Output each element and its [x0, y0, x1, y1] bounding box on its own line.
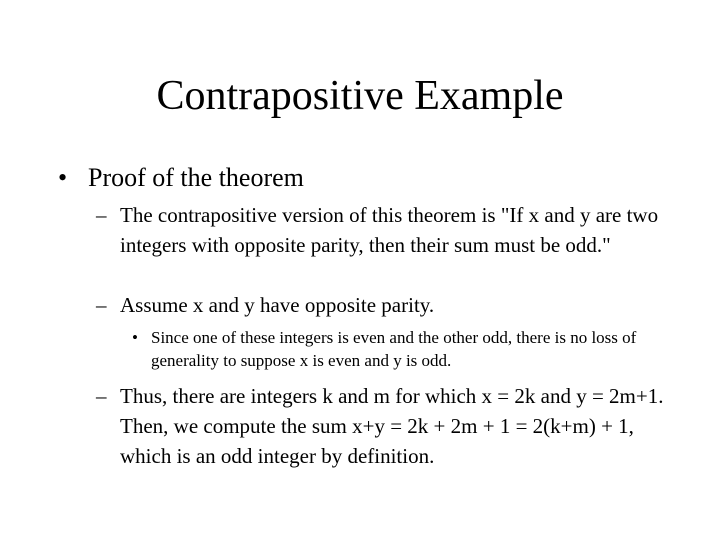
bullet-level2-assume	[96, 290, 666, 320]
bullet-text: Proof of the theorem	[88, 163, 304, 192]
dash-marker: –	[96, 293, 107, 317]
bullet-text: The contrapositive version of this theorem is "If x and y are two integers with opposite parity, then their sum must be odd."	[120, 203, 659, 257]
bullet-marker: •	[132, 328, 138, 347]
dash-marker: –	[96, 203, 107, 227]
bullet-marker: •	[58, 163, 68, 192]
bullet-level2-contrapositive	[96, 200, 666, 260]
bullet-level2-conclusion	[96, 381, 666, 471]
bullet-level3-generality	[132, 326, 652, 372]
bullet-level1	[58, 162, 698, 194]
bullet-text: Since one of these integers is even and the other odd, there is no loss of generality to suppose x is even and y is odd.	[151, 328, 637, 370]
slide-title: Contrapositive Example	[156, 73, 564, 119]
bullet-text: Thus, there are integers k and m for which x = 2k and y = 2m+1. Then, we compute the sum x+y = 2k + 2m + 1 = 2(k+m) + 1, which is an odd integer by definition.	[120, 384, 664, 468]
bullet-text: Assume x and y have opposite parity.	[120, 293, 435, 317]
dash-marker: –	[96, 384, 107, 408]
